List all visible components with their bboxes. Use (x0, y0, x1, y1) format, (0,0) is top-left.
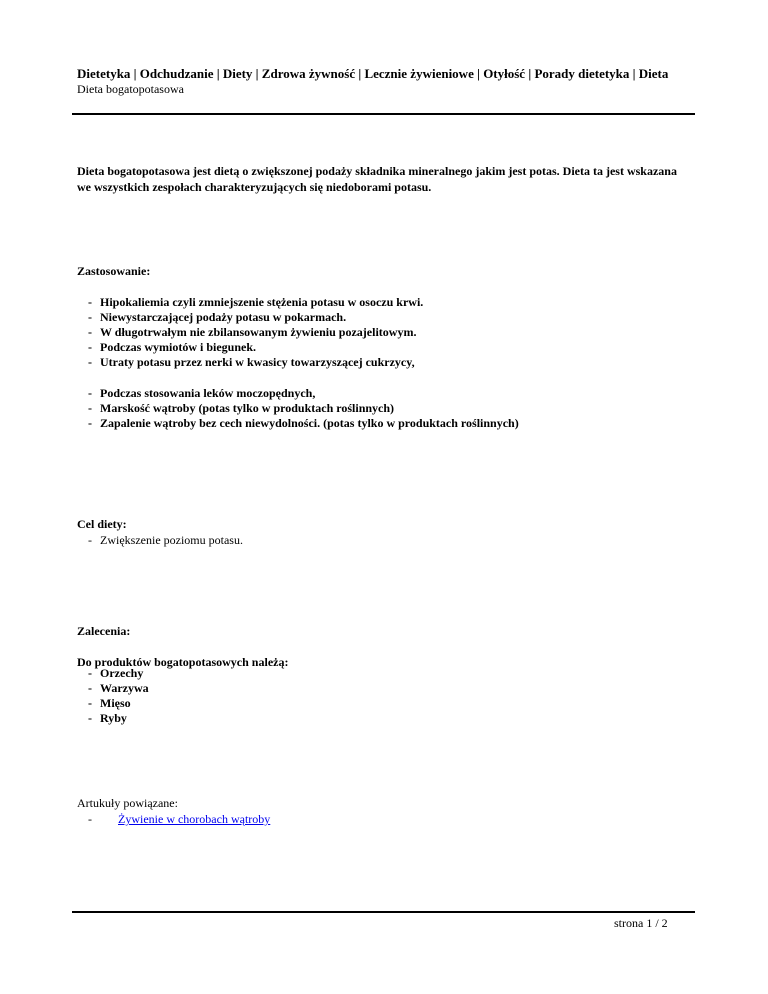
section-heading-zalecenia: Zalecenia: (77, 624, 131, 638)
section-heading-cel: Cel diety: (77, 517, 127, 531)
related-articles-label: Artukuły powiązane: (77, 796, 178, 810)
list-item: - Warzywa (88, 681, 149, 695)
list-item: - Ryby (88, 711, 127, 725)
page-number: strona 1 / 2 (614, 916, 668, 930)
list-item: - Marskość wątroby (potas tylko w produktach roślinnych) (88, 401, 395, 415)
list-item: - W długotrwałym nie zbilansowanym żywieniu pozajelitowym. (88, 325, 417, 339)
list-item: - Hipokaliemia czyli zmniejszenie stężenia potasu w osoczu krwi. (88, 295, 424, 309)
list-item: - Podczas wymiotów i biegunek. (88, 340, 256, 354)
zastosowanie-list-b (88, 386, 519, 431)
intro-paragraph: Dieta bogatopotasowa jest dietą o zwiększonej podaży składnika mineralnego jakim jest potas. Dieta ta jest wskazana we wszystkich zespołach charakteryzujących się niedoborami potasu. (77, 164, 677, 194)
cel-list (88, 533, 243, 548)
related-article-link[interactable]: Żywienie w chorobach wątroby (118, 812, 271, 826)
products-list (88, 666, 149, 726)
list-item: - Zwiększenie poziomu potasu. (88, 533, 243, 547)
footer-divider (72, 911, 695, 913)
zastosowanie-list-a (88, 295, 423, 370)
products-heading: Do produktów bogatopotasowych należą: (77, 655, 289, 669)
list-item: - Niewystarczającej podaży potasu w pokarmach. (88, 310, 347, 324)
list-item: - Orzechy (88, 666, 144, 680)
page-header-subtitle: Dieta bogatopotasowa (77, 82, 184, 96)
header-divider (72, 113, 695, 115)
section-heading-zastosowanie: Zastosowanie: (77, 264, 151, 278)
list-item: - Mięso (88, 696, 131, 710)
list-item: - Podczas stosowania leków moczopędnych, (88, 386, 316, 400)
list-item: - Utraty potasu przez nerki w kwasicy towarzyszącej cukrzycy, (88, 355, 415, 369)
page-header-title: Dietetyka | Odchudzanie | Diety | Zdrowa żywność | Lecznie żywieniowe | Otyłość | Porady dietetyka | Dieta (77, 66, 669, 81)
related-article-item: - Żywienie w chorobach wątroby (88, 812, 271, 826)
list-item: - Zapalenie wątroby bez cech niewydolności. (potas tylko w produktach roślinnych) (88, 416, 519, 430)
